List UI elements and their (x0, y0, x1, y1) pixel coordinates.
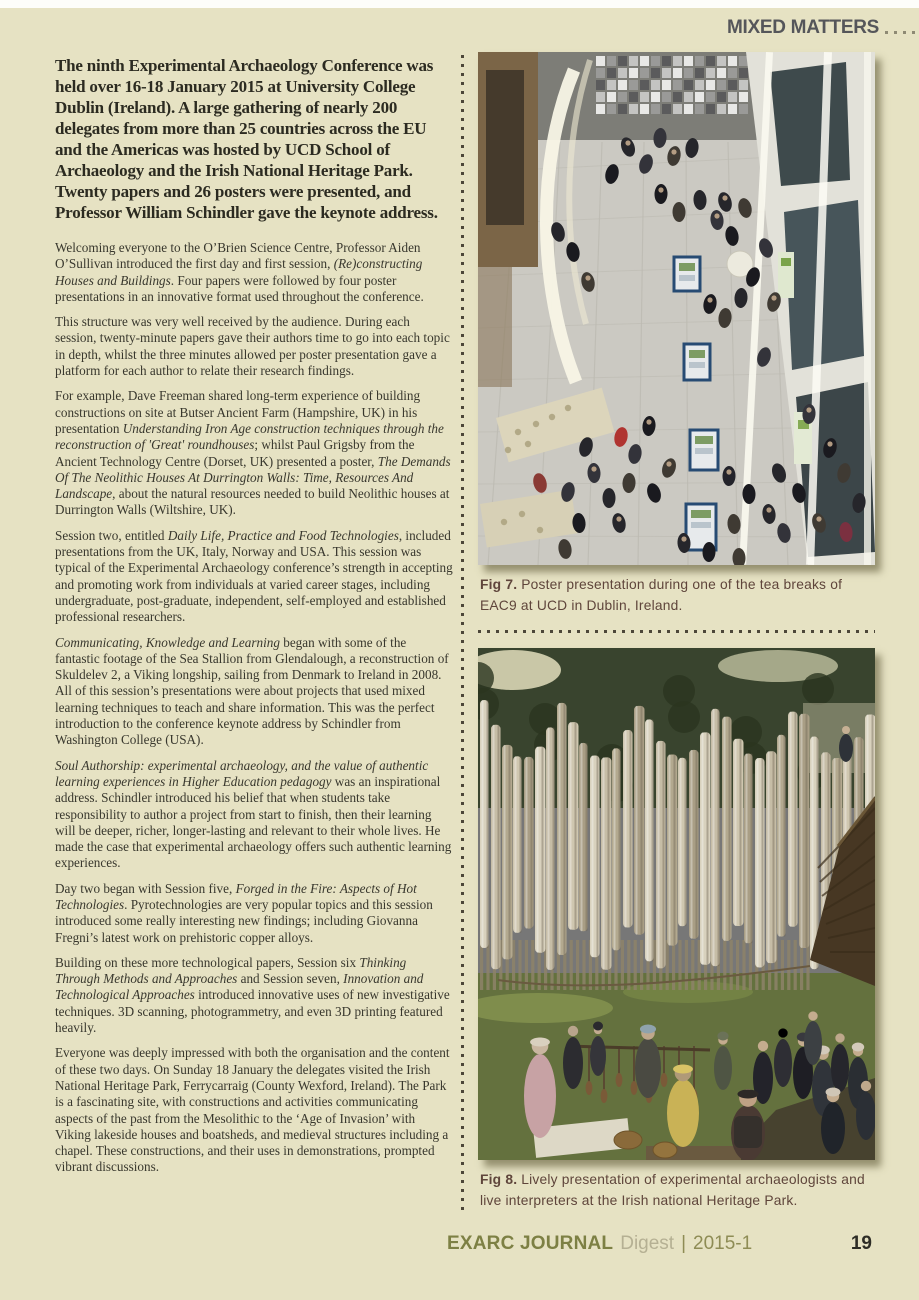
paragraph: Building on these more technological papers, Session six Thinking Through Methods and Approaches and Session seven, Innovation and Technological Approaches introduced innovative uses of new investigative techniques. 3D scanning, photogrammetry, and even 3D printing featured heavily. (55, 954, 450, 1036)
article-lead: The ninth Experimental Archaeology Conference was held over 16-18 January 2015 at University College Dublin (Ireland). A large gathering of nearly 200 delegates from more than 25 countries across the EU and the Americas was hosted by UCD School of Archaeology and the Irish National Heritage Park. Twenty papers and 26 posters were presented, and Professor William Schindler gave the keynote address. (55, 56, 438, 222)
figure8-caption: Fig 8. Lively presentation of experimental archaeologists and live interpreters at the Irish national Heritage Park. (480, 1172, 865, 1208)
paragraph: Communicating, Knowledge and Learning began with some of the fantastic footage of the Sea Stallion from Glendalough, a reconstruction of Skuldelev 2, a Viking longship, sailing from Denmark to Ireland in 2008. All of this session’s presentations were about projects that used mixed learning techniques to teach and share information. This was the perfect introduction to the conference keynote address by Schindler from Washington College (USA). (55, 634, 449, 748)
section-title: MIXED MATTERS (727, 17, 879, 38)
figure-separator-dotted (478, 630, 875, 633)
figure8-label: Fig 8. (480, 1172, 518, 1187)
paragraph: Day two began with Session five, Forged in the Fire: Aspects of Hot Technologies. Pyrotechnologies are very popular topics and this session introduced some really interesting new findings; including Giovanna Fregni’s latest work on prehistoric copper alloys. (55, 880, 433, 945)
page-number: 19 (850, 1233, 872, 1254)
scan-edge (0, 0, 919, 8)
column-separator-dotted (461, 55, 464, 1213)
issue-number: 2015-1 (693, 1233, 753, 1254)
article-column (55, 55, 454, 1185)
header-dotted-rule (885, 31, 919, 34)
figure7-photo-conference-hall (478, 52, 875, 565)
paragraph: Soul Authorship: experimental archaeology, and the value of authentic learning experiences in Higher Education pedagogy was an inspirational address. Schindler introduced his belief that when students take responsibility to author a project from start to finish, then their learning will be deeper, richer, longer-lasting and relevant to their whole lives. He made the case that experimental archaeology offers such authentic learning experiences. (55, 757, 452, 871)
footer-separator: | (681, 1233, 687, 1254)
paragraph: For example, Dave Freeman shared long-term experience of building constructions on site at Butser Ancient Farm (Hampshire, UK) in his presentation Understanding Iron Age construction techniques through the reconstruction of 'Great' roundhouses; whilst Paul Grigsby from the Ancient Technology Centre (Dorset, UK) presented a poster, The Demands Of The Neolithic Houses At Durrington Walls: Time, Resources And Landscape, about the natural resources needed to build Neolithic houses at Durrington Walls (Wiltshire, UK). (55, 388, 451, 518)
paragraph: Welcoming everyone to the O’Brien Science Centre, Professor Aiden O’Sullivan introduced the first day and first session, (Re)constructing Houses and Buildings. Four papers were followed by four poster presentations in an innovative format used throughout the conference. (55, 240, 424, 304)
figure7-caption: Fig 7. Poster presentation during one of the tea breaks of EAC9 at UCD in Dublin, Ireland. (480, 577, 843, 613)
paragraph: This structure was very well received by the audience. During each session, twenty-minute papers gave their authors time to go into each topic in depth, whilst the three minutes allowed per poster presentation gave a platform for each author to relate their research findings. (55, 314, 450, 379)
journal-edition: Digest (620, 1233, 675, 1254)
page-header (727, 17, 919, 39)
article-paragraphs (55, 240, 454, 1176)
page-footer (447, 1233, 872, 1255)
paragraph: Session two, entitled Daily Life, Practice and Food Technologies, included presentations from the UK, Italy, Norway and USA. This session was typical of the Experimental Archaeology conference’s strength in accepting and promoting work from individuals at varied career stages, including undergraduate, post-graduate, independent, self-employed and established professional researchers. (55, 527, 453, 625)
paragraph: Everyone was deeply impressed with both the organisation and the content of these two days. On Sunday 18 January the delegates visited the Irish National Heritage Park, Ferrycarraig (County Wexford, Ireland). The Park is a fascinating site, with constructions and activities communicating aspects of the past from the Mesolithic to the ‘Age of Invasion’ with Viking lakeside houses and boatsheds, and medieval structures including a chapel. These constructions, and their uses in demonstrations, prompted vibrant discussions. (55, 1045, 450, 1175)
figure8-photo-heritage-park (478, 648, 875, 1160)
figure-column (478, 52, 875, 1211)
journal-name: EXARC JOURNAL (447, 1233, 614, 1254)
figure7-label: Fig 7. (480, 577, 518, 592)
